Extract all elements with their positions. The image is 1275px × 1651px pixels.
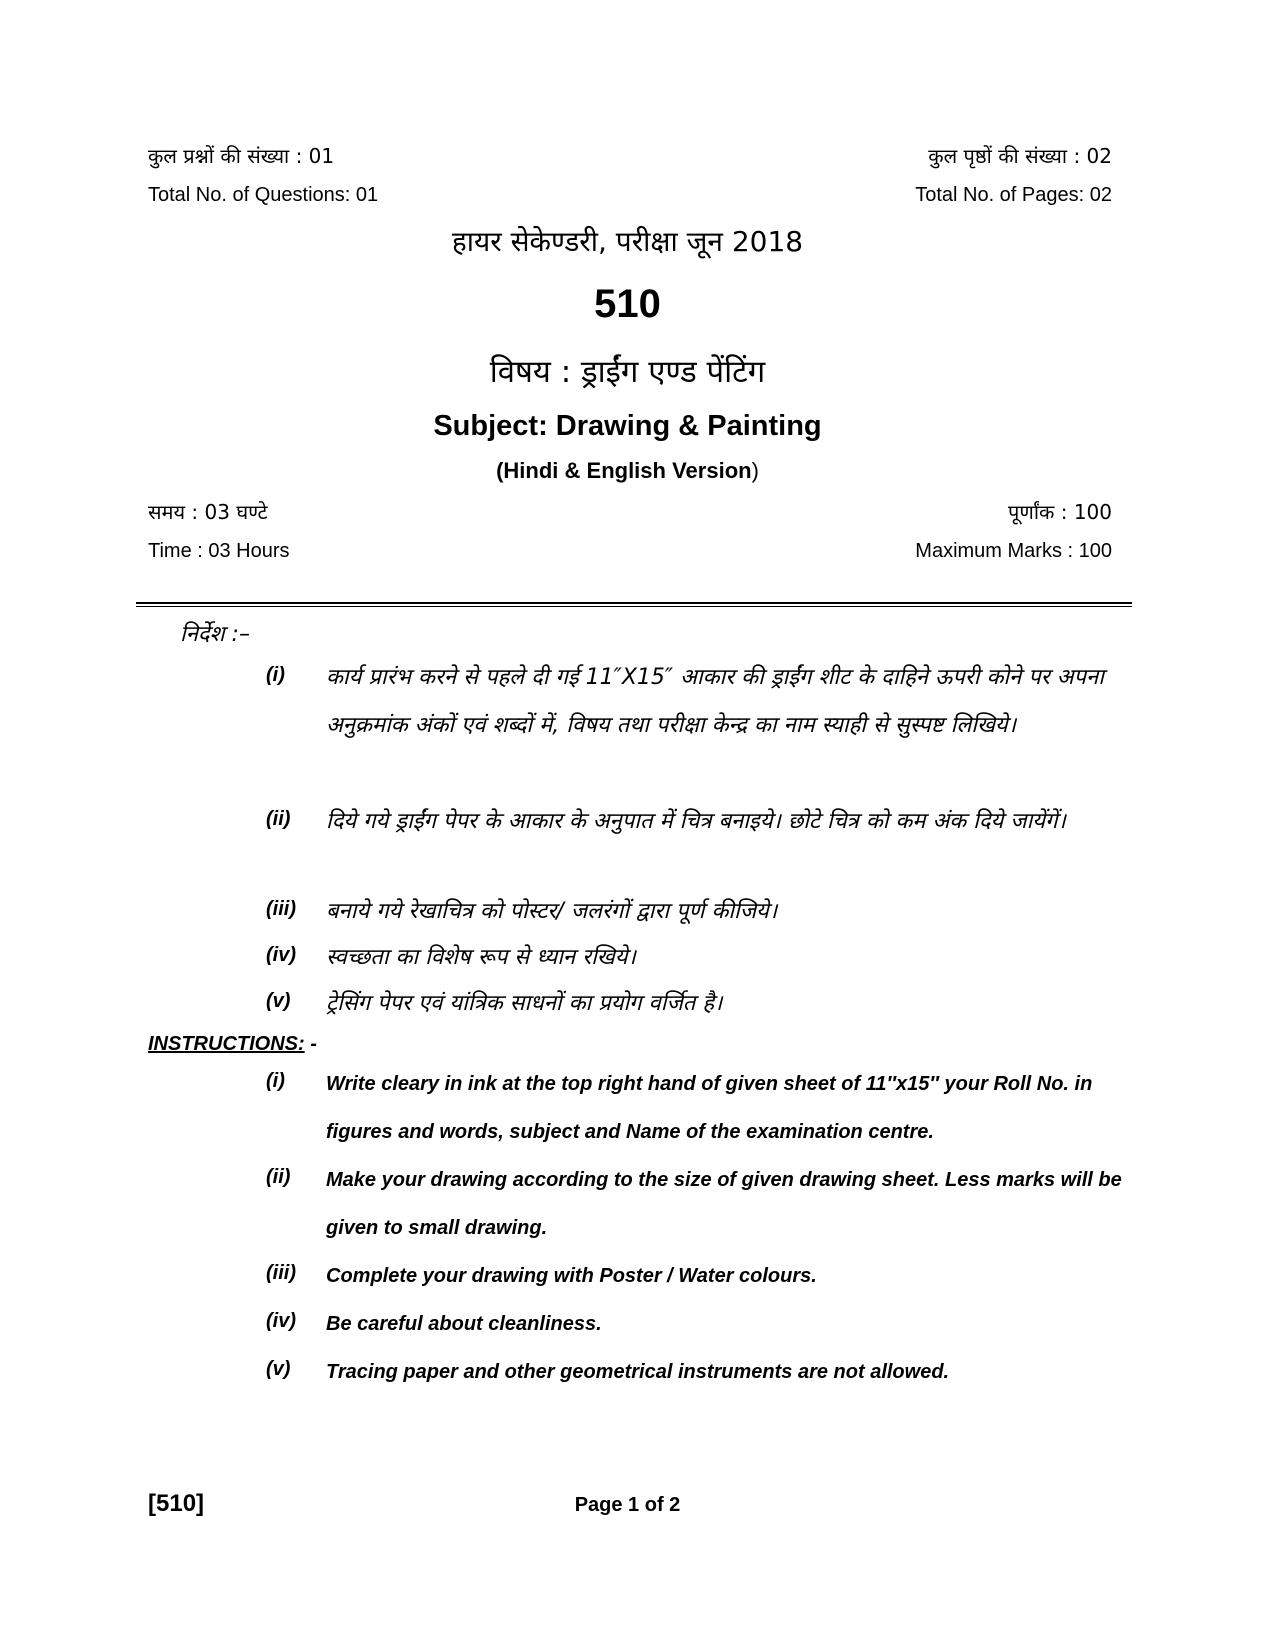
marks-hindi: पूर्णांक : 100 xyxy=(1008,500,1112,524)
english-item-number: (iii) xyxy=(266,1262,296,1284)
english-item-number: (v) xyxy=(266,1358,291,1380)
instructions-heading-hindi: निर्देश :– xyxy=(180,622,250,647)
hindi-instruction-item: दिये गये ड्राईंग पेपर के आकार के अनुपात में चित्र बनाइये। छोटे चित्र को कम अंक दिये जायेंगें। xyxy=(326,809,1066,834)
divider-line xyxy=(136,602,1132,604)
instructions-heading-text: INSTRUCTIONS: xyxy=(148,1033,305,1055)
version-note-close: ) xyxy=(751,458,759,483)
english-instruction-item: Tracing paper and other geometrical instruments are not allowed. xyxy=(326,1361,950,1383)
time-english: Time : 03 Hours xyxy=(148,540,290,562)
english-item-number: (iv) xyxy=(266,1310,296,1332)
instructions-heading-english xyxy=(148,1033,317,1056)
total-pages-english: Total No. of Pages: 02 xyxy=(915,184,1112,206)
english-instruction-item: Make your drawing according to the size of given drawing sheet. Less marks will be given to small drawing. xyxy=(326,1169,1122,1239)
hindi-item-number: (ii) xyxy=(266,808,291,830)
english-instruction-item: Write cleary in ink at the top right hand of given sheet of 11″x15″ your Roll No. in figures and words, subject and Name of the examination centre. xyxy=(326,1073,1093,1143)
hindi-instruction-item: बनाये गये रेखाचित्र को पोस्टर/ जलरंगों द्वारा पूर्ण कीजिये। xyxy=(326,899,778,924)
subject-hindi: विषय : ड्राईंग एण्ड पेंटिंग xyxy=(489,354,766,390)
english-instruction-item: Complete your drawing with Poster / Water colours. xyxy=(326,1265,817,1287)
hindi-instruction-item: कार्य प्रारंभ करने से पहले दी गई 11″X15″ आकार की ड्राईंग शीट के दाहिने ऊपरी कोने पर अपना अनुक्रमांक अंकों एवं शब्दों में, विषय तथा परीक्षा केन्द्र का नाम स्याही से सुस्पष्ट लिखिये। xyxy=(326,665,1104,738)
hindi-item-number: (i) xyxy=(266,664,285,686)
version-note xyxy=(0,458,1255,484)
instructions-heading-suffix: - xyxy=(304,1033,317,1055)
exam-title-hindi: हायर सेकेण्डरी, परीक्षा जून 2018 xyxy=(451,225,804,258)
total-pages-hindi: कुल पृष्ठों की संख्या : 02 xyxy=(928,144,1112,168)
hindi-item-number: (iii) xyxy=(266,898,296,920)
paper-code: 510 xyxy=(594,282,661,326)
version-note-text: (Hindi & English Version xyxy=(496,458,752,483)
total-questions-english: Total No. of Questions: 01 xyxy=(148,184,379,206)
english-item-number: (ii) xyxy=(266,1166,291,1188)
total-questions-hindi: कुल प्रश्नों की संख्या : 01 xyxy=(148,144,335,168)
hindi-instruction-item: स्वच्छता का विशेष रूप से ध्यान रखिये। xyxy=(326,945,636,970)
english-instruction-item: Be careful about cleanliness. xyxy=(326,1313,602,1335)
hindi-item-number: (iv) xyxy=(266,944,296,966)
subject-english: Subject: Drawing & Painting xyxy=(433,410,822,442)
hindi-instruction-item: ट्रेसिंग पेपर एवं यांत्रिक साधनों का प्रयोग वर्जित है। xyxy=(326,991,723,1016)
divider-line-thin xyxy=(136,606,1132,607)
time-hindi: समय : 03 घण्टे xyxy=(148,500,268,524)
english-item-number: (i) xyxy=(266,1070,285,1092)
footer-paper-code: [510] xyxy=(148,1490,205,1517)
page-number: Page 1 of 2 xyxy=(574,1494,681,1516)
marks-english: Maximum Marks : 100 xyxy=(915,540,1112,562)
hindi-item-number: (v) xyxy=(266,990,291,1012)
